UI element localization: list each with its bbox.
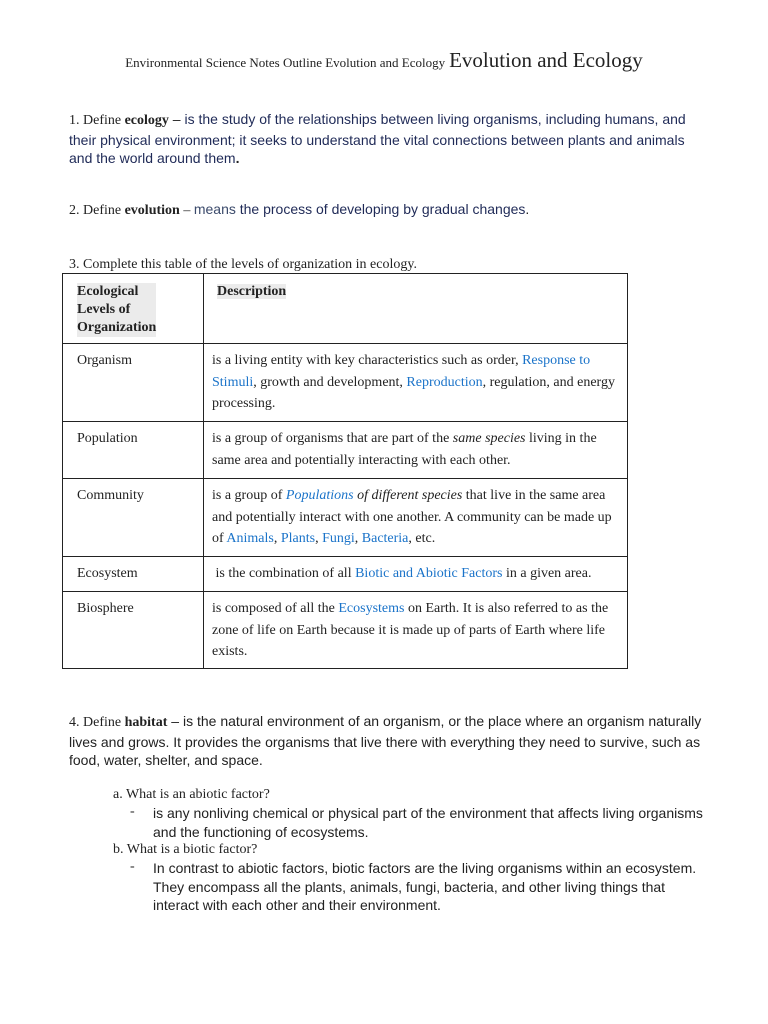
term-evolution: evolution bbox=[124, 203, 180, 218]
levels-table bbox=[62, 273, 628, 669]
level-community: Community bbox=[63, 479, 204, 557]
biotic-answer: In contrast to abiotic factors, biotic factors are the living organisms within an ecosystem. They encompass all the plants, animals, fungi, bacteria, and other living things that interact with each other and their environment. bbox=[153, 860, 697, 913]
table-row bbox=[63, 592, 628, 669]
level-biosphere: Biosphere bbox=[63, 592, 204, 669]
link-biotic-abiotic-factors[interactable]: Biotic and Abiotic Factors bbox=[355, 566, 503, 581]
link-populations[interactable]: Populations bbox=[285, 488, 354, 503]
level-population: Population bbox=[63, 422, 204, 479]
level-organism: Organism bbox=[63, 344, 204, 422]
dash-marker: - bbox=[130, 859, 135, 874]
description-biosphere: is composed of all the Ecosystems on Earth. It is also referred to as the zone of life on Earth because it is made up of parts of Earth where life exists. bbox=[204, 592, 628, 669]
question-4b-label: b. What is a biotic factor? bbox=[113, 842, 258, 857]
link-fungi[interactable]: Fungi bbox=[322, 531, 355, 546]
question-2: 2. Define evolution – means the process of developing by gradual changes. bbox=[69, 201, 530, 218]
table-row bbox=[63, 479, 628, 557]
table-row bbox=[63, 344, 628, 422]
description-ecosystem: is the combination of all Biotic and Abiotic Factors in a given area. bbox=[204, 557, 628, 592]
title-small: Environmental Science Notes Outline Evolution and Ecology bbox=[125, 55, 446, 70]
link-bacteria[interactable]: Bacteria bbox=[361, 531, 409, 546]
term-ecology: ecology bbox=[124, 113, 169, 128]
header-description: Description bbox=[204, 274, 628, 344]
table-row bbox=[63, 422, 628, 479]
evolution-definition: the process of developing by gradual changes bbox=[239, 201, 526, 217]
dash-marker: - bbox=[130, 804, 135, 819]
question-4: 4. Define habitat – is the natural environment of an organism, or the place where an organism naturally lives and grows. It provides the organisms that live there with everything they need to survive, such as food, water, shelter, and space. bbox=[69, 713, 702, 768]
question-1: 1. Define ecology – is the study of the relationships between living organisms, including humans, and their physical environment; it seeks to understand the vital connections between plants and animals and the world around them. bbox=[69, 111, 686, 166]
question-4a-label: a. What is an abiotic factor? bbox=[113, 787, 270, 802]
abiotic-answer: is any nonliving chemical or physical part of the environment that affects living organisms and the functioning of ecosystems. bbox=[153, 805, 703, 840]
question-3: 3. Complete this table of the levels of organization in ecology. bbox=[69, 257, 417, 272]
link-ecosystems[interactable]: Ecosystems bbox=[338, 601, 405, 616]
level-ecosystem: Ecosystem bbox=[63, 557, 204, 592]
title-big: Evolution and Ecology bbox=[449, 48, 643, 72]
link-response-to-stimuli[interactable]: Response to Stimuli bbox=[212, 353, 591, 390]
link-animals[interactable]: Animals bbox=[226, 531, 274, 546]
link-plants[interactable]: Plants bbox=[280, 531, 316, 546]
header-levels: Ecological Levels of Organization bbox=[63, 274, 204, 344]
page-title bbox=[0, 48, 768, 73]
habitat-definition: is the natural environment of an organism, or the place where an organism naturally lives and grows. It provides the organisms that live there with everything they need to survive, such as food, water, shelter, and space. bbox=[69, 713, 702, 768]
ecology-definition: is the study of the relationships between living organisms, including humans, and their physical environment; it seeks to understand the vital connections between plants and animals and the world around them bbox=[69, 111, 686, 166]
term-habitat: habitat bbox=[124, 715, 168, 730]
table-row bbox=[63, 557, 628, 592]
description-community: is a group of Populations of different species that live in the same area and potentially interact with one another. A community can be made up of Animals, Plants, Fungi, Bacteria, etc. bbox=[204, 479, 628, 557]
description-population: is a group of organisms that are part of the same species living in the same area and potentially interacting with each other. bbox=[204, 422, 628, 479]
link-reproduction[interactable]: Reproduction bbox=[406, 374, 483, 390]
description-organism: is a living entity with key characteristics such as order, Response to Stimuli, growth and development, Reproduction, regulation, and energy processing. bbox=[204, 344, 628, 422]
table-header-row bbox=[63, 274, 628, 344]
